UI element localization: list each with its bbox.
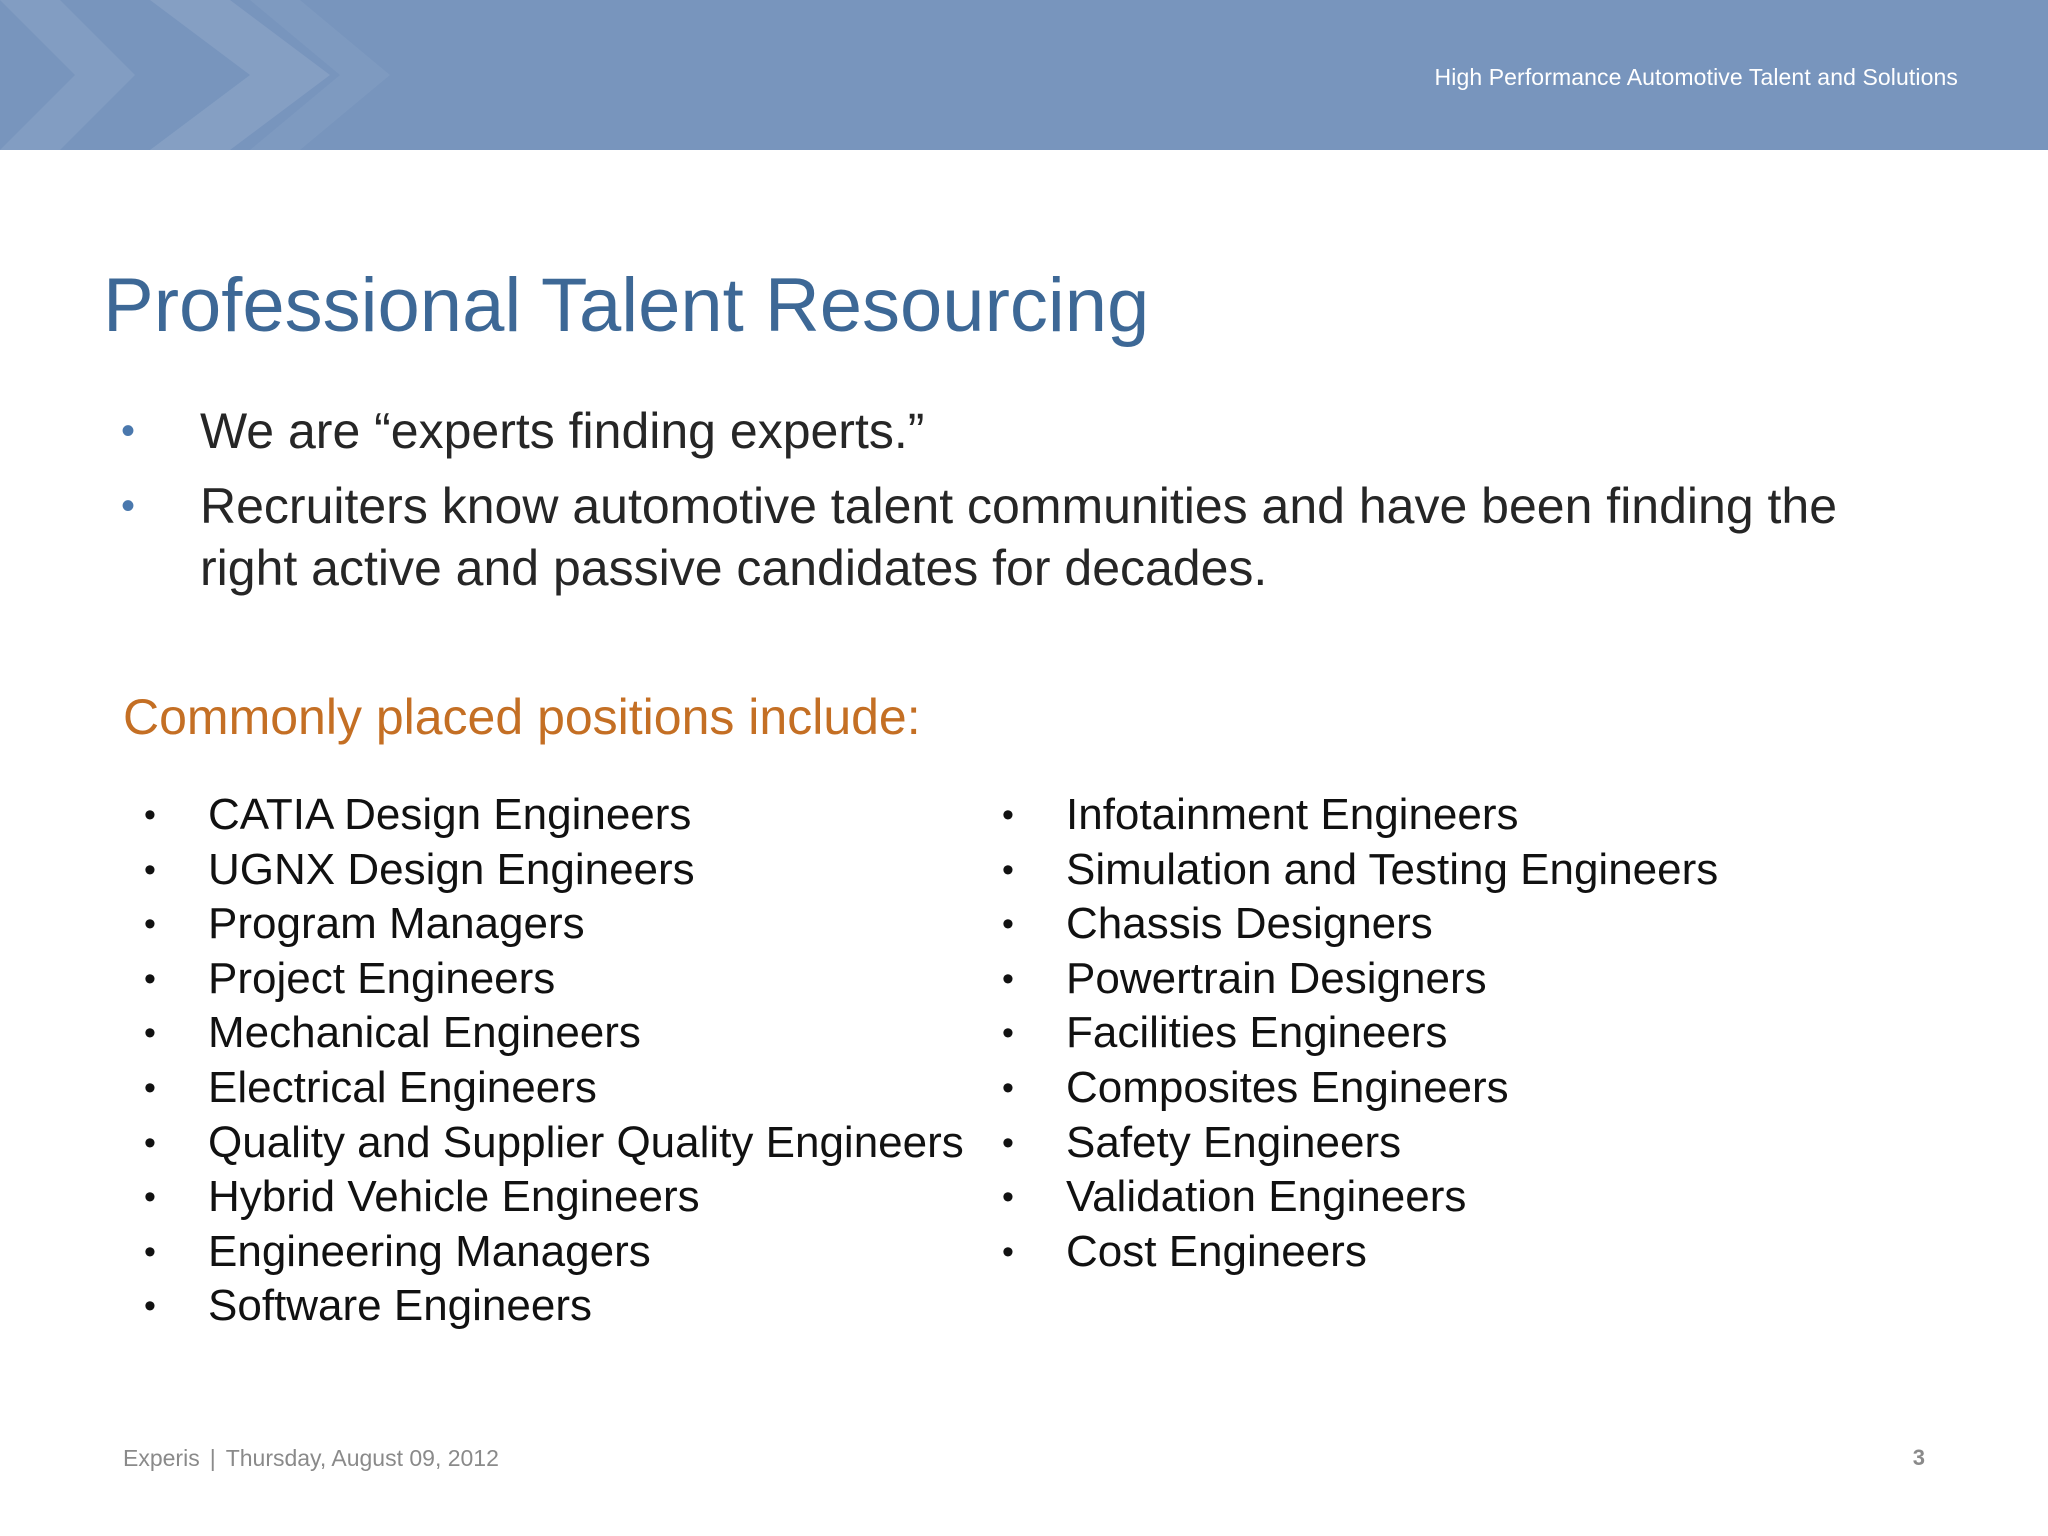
position-item — [140, 895, 964, 950]
bullet-icon: • — [144, 1123, 156, 1162]
positions-heading: Commonly placed positions include: — [123, 689, 921, 745]
position-item — [140, 1059, 964, 1114]
position-text: CATIA Design Engineers — [208, 790, 692, 839]
position-text: Validation Engineers — [1066, 1172, 1467, 1222]
position-text: Infotainment Engineers — [1066, 790, 1519, 839]
bullet-icon: • — [144, 1178, 156, 1217]
chevron-decoration-icon — [0, 0, 420, 150]
position-text: Cost Engineers — [1066, 1226, 1367, 1276]
footer-separator: | — [209, 1445, 216, 1471]
bullet-icon: • — [1002, 1232, 1014, 1271]
position-text: Hybrid Vehicle Engineers — [208, 1172, 700, 1222]
page-number: 3 — [1912, 1445, 1925, 1470]
position-text: Chassis Designers — [1066, 899, 1433, 949]
position-item — [998, 895, 1718, 950]
bullet-icon: • — [121, 484, 136, 528]
position-text: Software Engineers — [208, 1281, 592, 1331]
position-item — [140, 1004, 964, 1059]
position-text: Engineering Managers — [208, 1226, 651, 1276]
bullet-icon: • — [144, 905, 156, 944]
bullet-icon: • — [144, 1232, 156, 1271]
position-item — [998, 1168, 1718, 1223]
positions-list-right — [998, 786, 1718, 1277]
bullet-icon: • — [144, 959, 156, 998]
position-text: Project Engineers — [208, 953, 556, 1003]
footer-company: Experis — [123, 1445, 200, 1471]
intro-bullet-text: Recruiters know automotive talent communities and have been finding the right active and passive candidates for decades. — [200, 478, 1838, 596]
position-text: Electrical Engineers — [208, 1062, 597, 1112]
position-item — [998, 1114, 1718, 1169]
position-item — [140, 1114, 964, 1169]
position-item — [998, 950, 1718, 1005]
footer-date: Thursday, August 09, 2012 — [225, 1445, 499, 1471]
position-item — [998, 1059, 1718, 1114]
bullet-icon: • — [1002, 959, 1014, 998]
intro-bullet-item — [118, 475, 1918, 599]
bullet-icon: • — [144, 1068, 156, 1107]
bullet-icon: • — [1002, 850, 1014, 889]
bullet-icon: • — [1002, 1014, 1014, 1053]
position-text: UGNX Design Engineers — [208, 844, 695, 894]
bullet-icon: • — [144, 1014, 156, 1053]
bullet-icon: • — [1002, 1178, 1014, 1217]
position-item — [140, 1277, 964, 1332]
positions-list-left — [140, 786, 964, 1332]
intro-bullet-text: We are “experts finding experts.” — [200, 403, 925, 459]
position-item — [998, 1223, 1718, 1278]
position-text: Safety Engineers — [1066, 1117, 1402, 1167]
position-text: Quality and Supplier Quality Engineers — [208, 1117, 964, 1167]
bullet-icon: • — [1002, 905, 1014, 944]
position-item — [998, 841, 1718, 896]
position-text: Facilities Engineers — [1066, 1008, 1448, 1058]
position-item — [998, 786, 1718, 841]
position-text: Simulation and Testing Engineers — [1066, 844, 1719, 894]
position-item — [998, 1004, 1718, 1059]
bullet-icon: • — [144, 1287, 156, 1326]
bullet-icon: • — [1002, 1068, 1014, 1107]
intro-bullet-item — [118, 400, 1918, 462]
position-text: Composites Engineers — [1066, 1062, 1509, 1112]
position-item — [140, 786, 964, 841]
header-tagline: High Performance Automotive Talent and Solutions — [1434, 64, 1958, 90]
position-item — [140, 950, 964, 1005]
bullet-icon: • — [144, 796, 156, 834]
footer-info — [123, 1445, 499, 1472]
intro-bullet-list — [118, 400, 1918, 612]
position-text: Mechanical Engineers — [208, 1008, 641, 1058]
header-banner — [0, 0, 2048, 150]
position-item — [140, 1168, 964, 1223]
position-item — [140, 1223, 964, 1278]
bullet-icon: • — [121, 409, 136, 453]
bullet-icon: • — [144, 850, 156, 889]
page-title: Professional Talent Resourcing — [103, 263, 1150, 348]
position-text: Program Managers — [208, 899, 585, 949]
bullet-icon: • — [1002, 796, 1014, 834]
position-item — [140, 841, 964, 896]
position-text: Powertrain Designers — [1066, 953, 1487, 1003]
bullet-icon: • — [1002, 1123, 1014, 1162]
